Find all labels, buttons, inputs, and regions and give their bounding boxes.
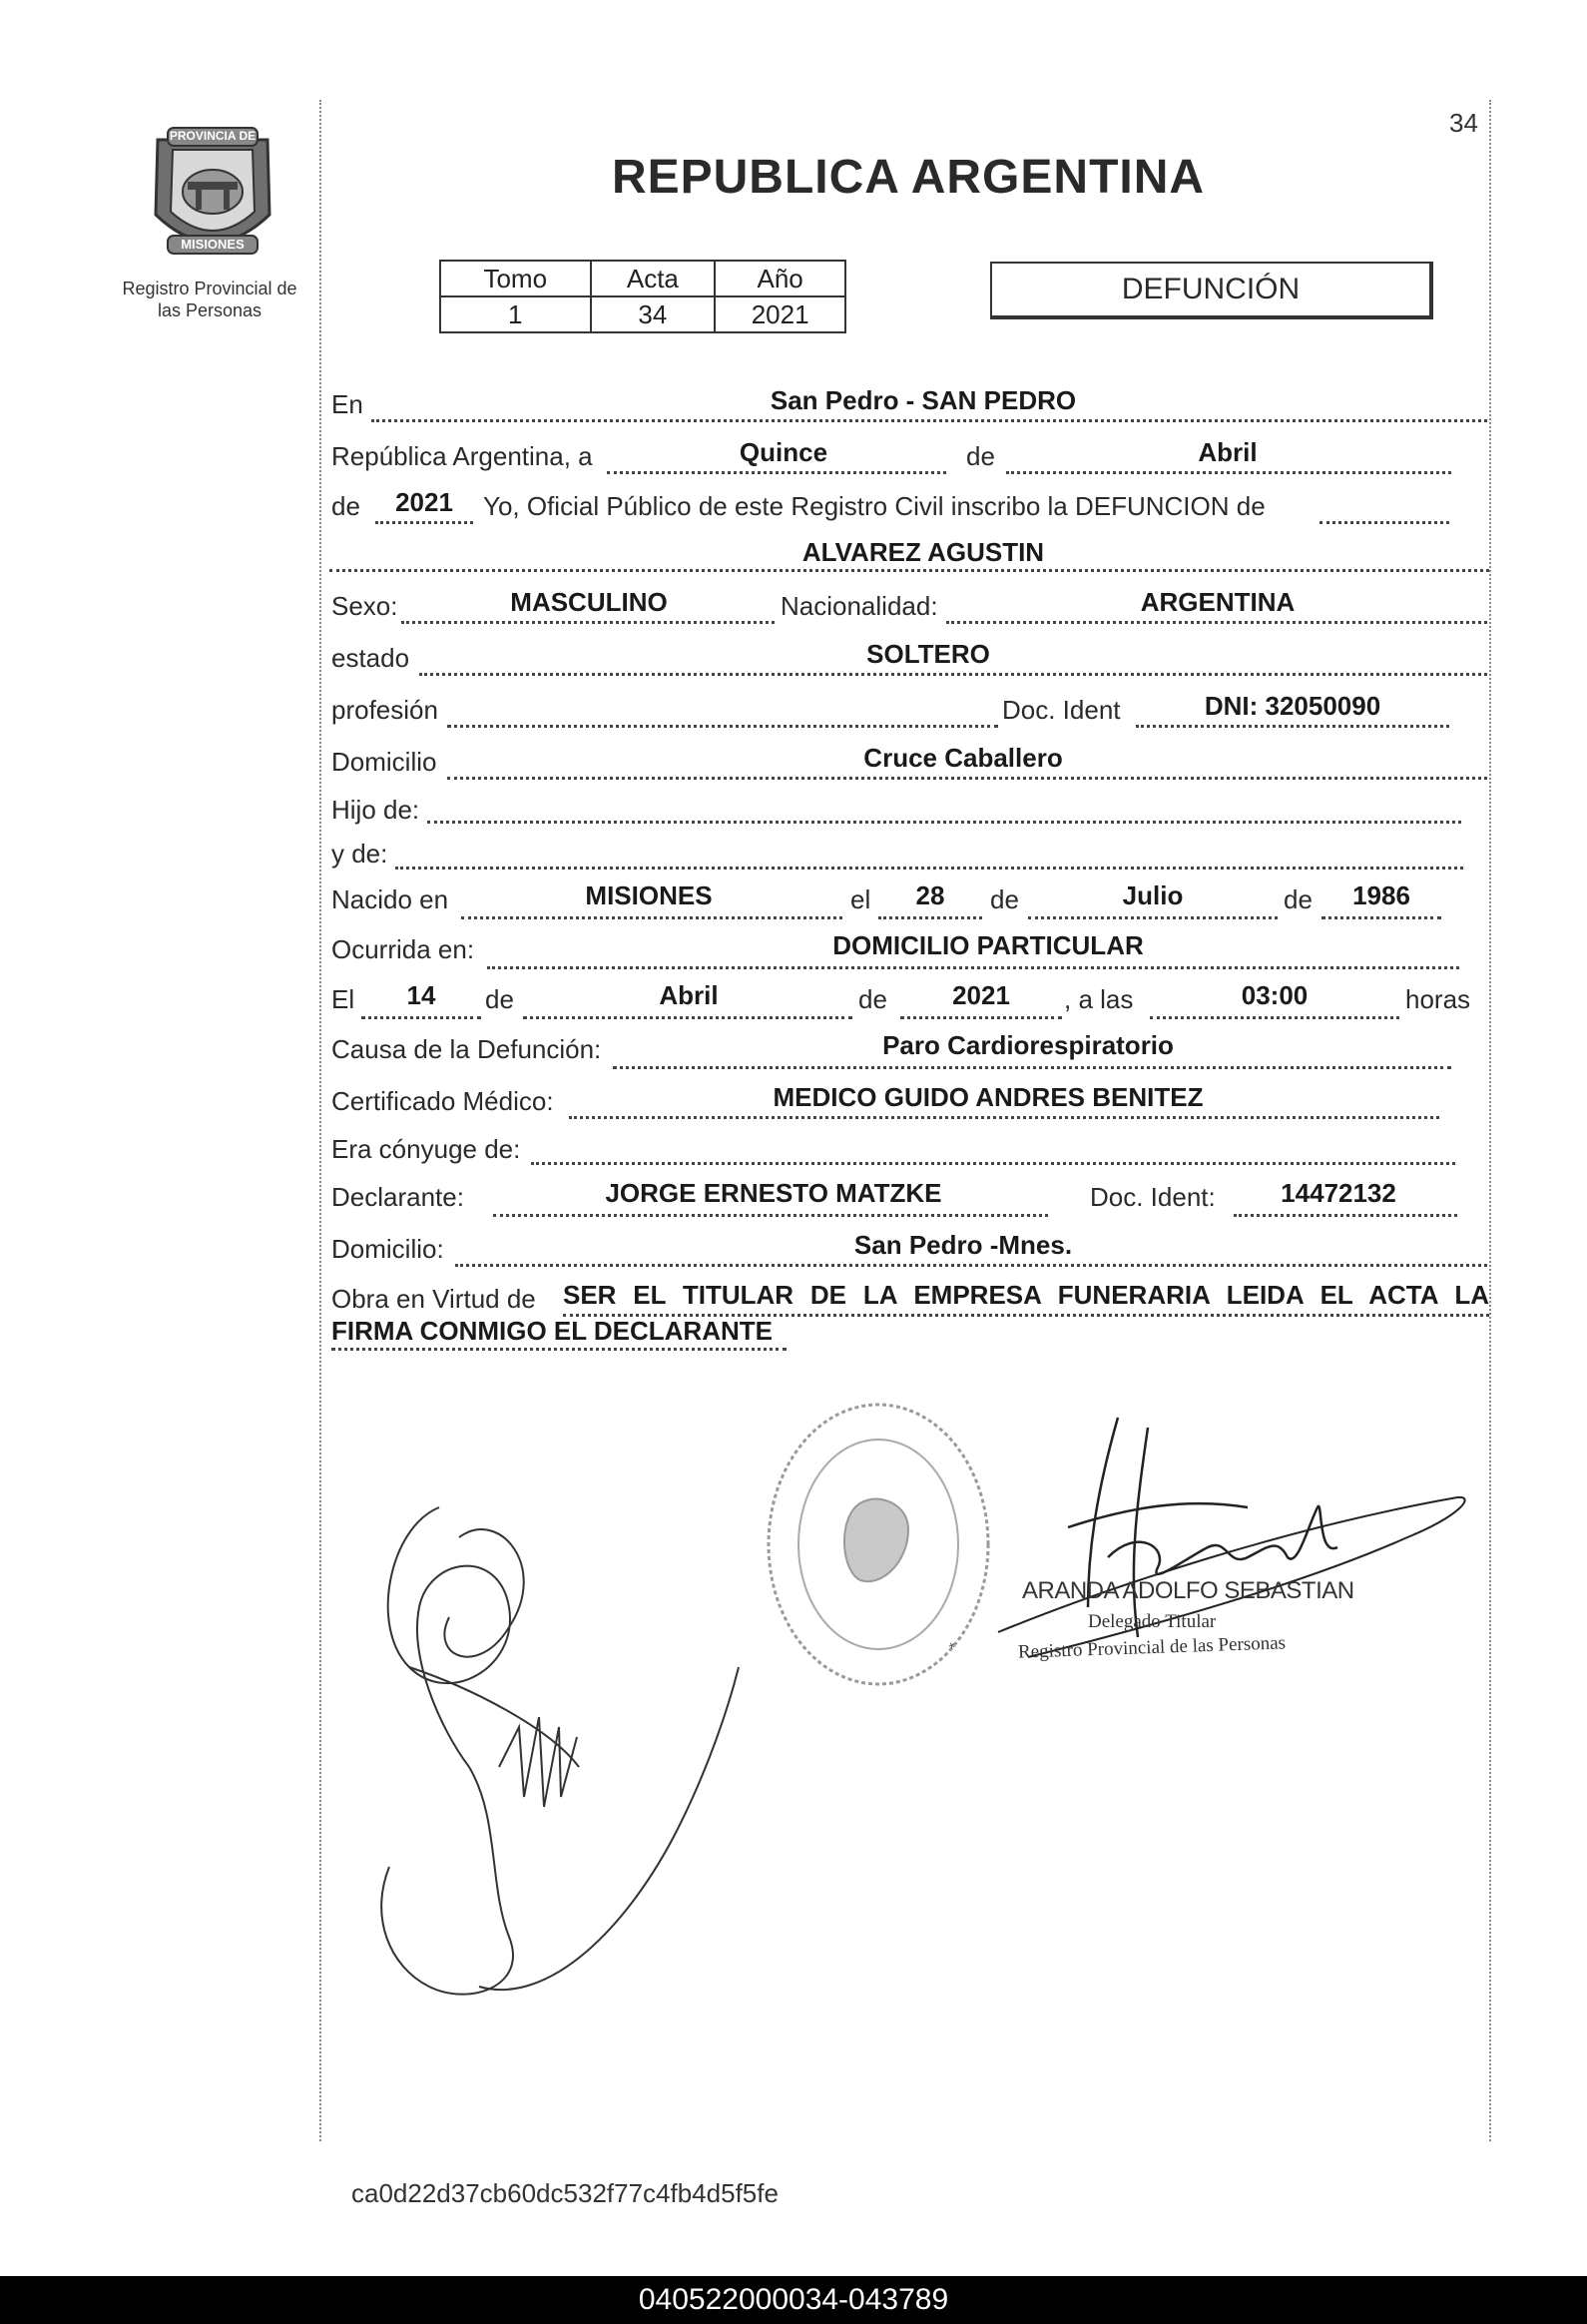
declarant-signature bbox=[349, 1467, 749, 2027]
domicilio2-label: Domicilio: bbox=[331, 1234, 444, 1264]
year-prefix-label: de bbox=[331, 491, 360, 521]
horas-label: horas bbox=[1405, 984, 1471, 1014]
official-seal bbox=[759, 1390, 998, 1699]
death-day-dotline bbox=[361, 1016, 481, 1019]
page-number: 34 bbox=[1449, 108, 1478, 138]
doc-label: Doc. Ident bbox=[1002, 695, 1121, 725]
official-office: Registro Provincial de las Personas bbox=[1017, 1632, 1287, 1663]
name-dotline bbox=[329, 569, 1489, 572]
en-dotline bbox=[371, 419, 1487, 422]
conyuge-label: Era cónyuge de: bbox=[331, 1134, 521, 1164]
certificado-dotline bbox=[569, 1116, 1439, 1119]
doc2-dotline bbox=[1234, 1214, 1457, 1217]
deceased-name-value: ALVAREZ AGUSTIN bbox=[801, 537, 1045, 567]
registry-caption bbox=[100, 278, 319, 321]
causa-dotline bbox=[613, 1066, 1451, 1069]
estado-label: estado bbox=[331, 643, 410, 673]
oficial-dotline bbox=[1320, 521, 1449, 524]
birth-year-value: 1986 bbox=[1352, 880, 1410, 910]
year-value: 2021 bbox=[395, 487, 453, 517]
el-label: el bbox=[850, 884, 871, 914]
place-value: San Pedro - SAN PEDRO bbox=[770, 385, 1077, 415]
anio-value: 2021 bbox=[715, 296, 845, 332]
nacido-label: Nacido en bbox=[331, 884, 449, 914]
nacionalidad-label: Nacionalidad: bbox=[781, 591, 938, 621]
el2-label: El bbox=[331, 984, 355, 1014]
certificado-value: MEDICO GUIDO ANDRES BENITEZ bbox=[773, 1082, 1204, 1112]
sexo-dotline bbox=[401, 621, 775, 624]
de3-label: de bbox=[485, 984, 514, 1014]
causa-value: Paro Cardiorespiratorio bbox=[882, 1030, 1174, 1060]
doc2-value: 14472132 bbox=[1281, 1178, 1396, 1208]
obra-line1: SER EL TITULAR DE LA EMPRESA FUNERARIA LEIDA EL ACTA LA bbox=[563, 1280, 1489, 1310]
death-time-value: 03:00 bbox=[1241, 980, 1309, 1010]
obra-line2: FIRMA CONMIGO EL DECLARANTE bbox=[331, 1316, 773, 1346]
hijo-label: Hijo de: bbox=[331, 795, 420, 825]
alas-label: , a las bbox=[1064, 984, 1134, 1014]
month-dotline bbox=[1006, 471, 1451, 474]
de4-label: de bbox=[858, 984, 887, 1014]
logo-arc-bottom: MISIONES bbox=[181, 237, 245, 252]
official-role: Delegado Titular bbox=[1088, 1611, 1217, 1632]
certificado-label: Certificado Médico: bbox=[331, 1086, 554, 1116]
death-day-value: 14 bbox=[406, 980, 436, 1010]
certificate-type-box bbox=[990, 262, 1433, 319]
birth-month-dotline bbox=[1028, 916, 1278, 919]
official-signature bbox=[988, 1408, 1487, 1667]
obra-label: Obra en Virtud de bbox=[331, 1284, 536, 1314]
domicilio2-dotline bbox=[455, 1264, 1487, 1267]
en-label: En bbox=[331, 389, 363, 419]
domicilio-value: Cruce Caballero bbox=[863, 743, 1063, 773]
ocurrida-value: DOMICILIO PARTICULAR bbox=[832, 930, 1144, 960]
conyuge-dotline bbox=[531, 1162, 1455, 1165]
book-table bbox=[439, 260, 846, 333]
doc2-label: Doc. Ident: bbox=[1090, 1182, 1216, 1212]
anio-header: Año bbox=[715, 261, 845, 296]
yde-label: y de: bbox=[331, 839, 388, 869]
year-dotline bbox=[375, 521, 473, 524]
certificate-type: DEFUNCIÓN bbox=[1121, 273, 1301, 305]
death-month-value: Abril bbox=[659, 980, 719, 1010]
document-hash: ca0d22d37cb60dc532f77c4fb4d5f5fe bbox=[351, 2178, 779, 2208]
death-year-value: 2021 bbox=[952, 980, 1010, 1010]
profesion-label: profesión bbox=[331, 695, 438, 725]
birth-month-value: Julio bbox=[1122, 880, 1184, 910]
doc-dotline bbox=[1136, 725, 1449, 728]
day-dotline bbox=[607, 471, 946, 474]
declarante-dotline bbox=[493, 1214, 1048, 1217]
footer-bar bbox=[0, 2276, 1587, 2324]
de2-label: de bbox=[1284, 884, 1313, 914]
death-month-dotline bbox=[523, 1016, 852, 1019]
de1-label: de bbox=[990, 884, 1019, 914]
estado-value: SOLTERO bbox=[866, 639, 990, 669]
nacionalidad-dotline bbox=[946, 621, 1487, 624]
registry-caption-line1: Registro Provincial de bbox=[122, 279, 297, 298]
page-title: REPUBLICA ARGENTINA bbox=[611, 151, 1206, 204]
oficial-text: Yo, Oficial Público de este Registro Civil inscribo la DEFUNCION de bbox=[483, 491, 1266, 521]
birth-day-dotline bbox=[878, 916, 982, 919]
month-text-value: Abril bbox=[1198, 437, 1258, 467]
sexo-label: Sexo: bbox=[331, 591, 398, 621]
de-label: de bbox=[966, 441, 995, 471]
causa-label: Causa de la Defunción: bbox=[331, 1034, 602, 1064]
death-time-dotline bbox=[1150, 1016, 1399, 1019]
province-logo bbox=[138, 120, 287, 268]
day-text-value: Quince bbox=[739, 437, 828, 467]
acta-value: 34 bbox=[591, 296, 716, 332]
profesion-dotline bbox=[447, 725, 998, 728]
birth-year-dotline bbox=[1322, 916, 1441, 919]
logo-arc-top: PROVINCIA DE bbox=[169, 129, 257, 143]
right-margin-line bbox=[1489, 100, 1491, 2141]
nacido-dotline bbox=[461, 916, 842, 919]
footer-code: 040522000034-043789 bbox=[638, 2283, 949, 2316]
svg-text:*: * bbox=[946, 1639, 961, 1658]
left-margin-line bbox=[319, 100, 321, 2141]
nacionalidad-value: ARGENTINA bbox=[1140, 587, 1296, 617]
hijo-dotline bbox=[427, 821, 1461, 824]
yde-dotline bbox=[395, 867, 1463, 870]
declarante-label: Declarante: bbox=[331, 1182, 464, 1212]
ocurrida-label: Ocurrida en: bbox=[331, 934, 475, 964]
tomo-header: Tomo bbox=[440, 261, 591, 296]
ocurrida-dotline bbox=[487, 966, 1459, 969]
domicilio-label: Domicilio bbox=[331, 747, 437, 777]
death-year-dotline bbox=[900, 1016, 1062, 1019]
doc-value: DNI: 32050090 bbox=[1204, 691, 1381, 721]
domicilio2-value: San Pedro -Mnes. bbox=[853, 1230, 1073, 1260]
birth-day-value: 28 bbox=[915, 880, 945, 910]
tomo-value: 1 bbox=[440, 296, 591, 332]
official-name: ARANDA ADOLFO SEBASTIAN bbox=[1022, 1577, 1354, 1604]
acta-header: Acta bbox=[591, 261, 716, 296]
declarante-value: JORGE ERNESTO MATZKE bbox=[605, 1178, 942, 1208]
sexo-value: MASCULINO bbox=[510, 587, 668, 617]
estado-dotline bbox=[419, 673, 1487, 676]
domicilio-dotline bbox=[447, 777, 1487, 780]
nacido-lugar-value: MISIONES bbox=[585, 880, 713, 910]
republica-label: República Argentina, a bbox=[331, 441, 593, 471]
obra-dotline2 bbox=[331, 1348, 787, 1351]
registry-caption-line2: las Personas bbox=[157, 300, 263, 320]
